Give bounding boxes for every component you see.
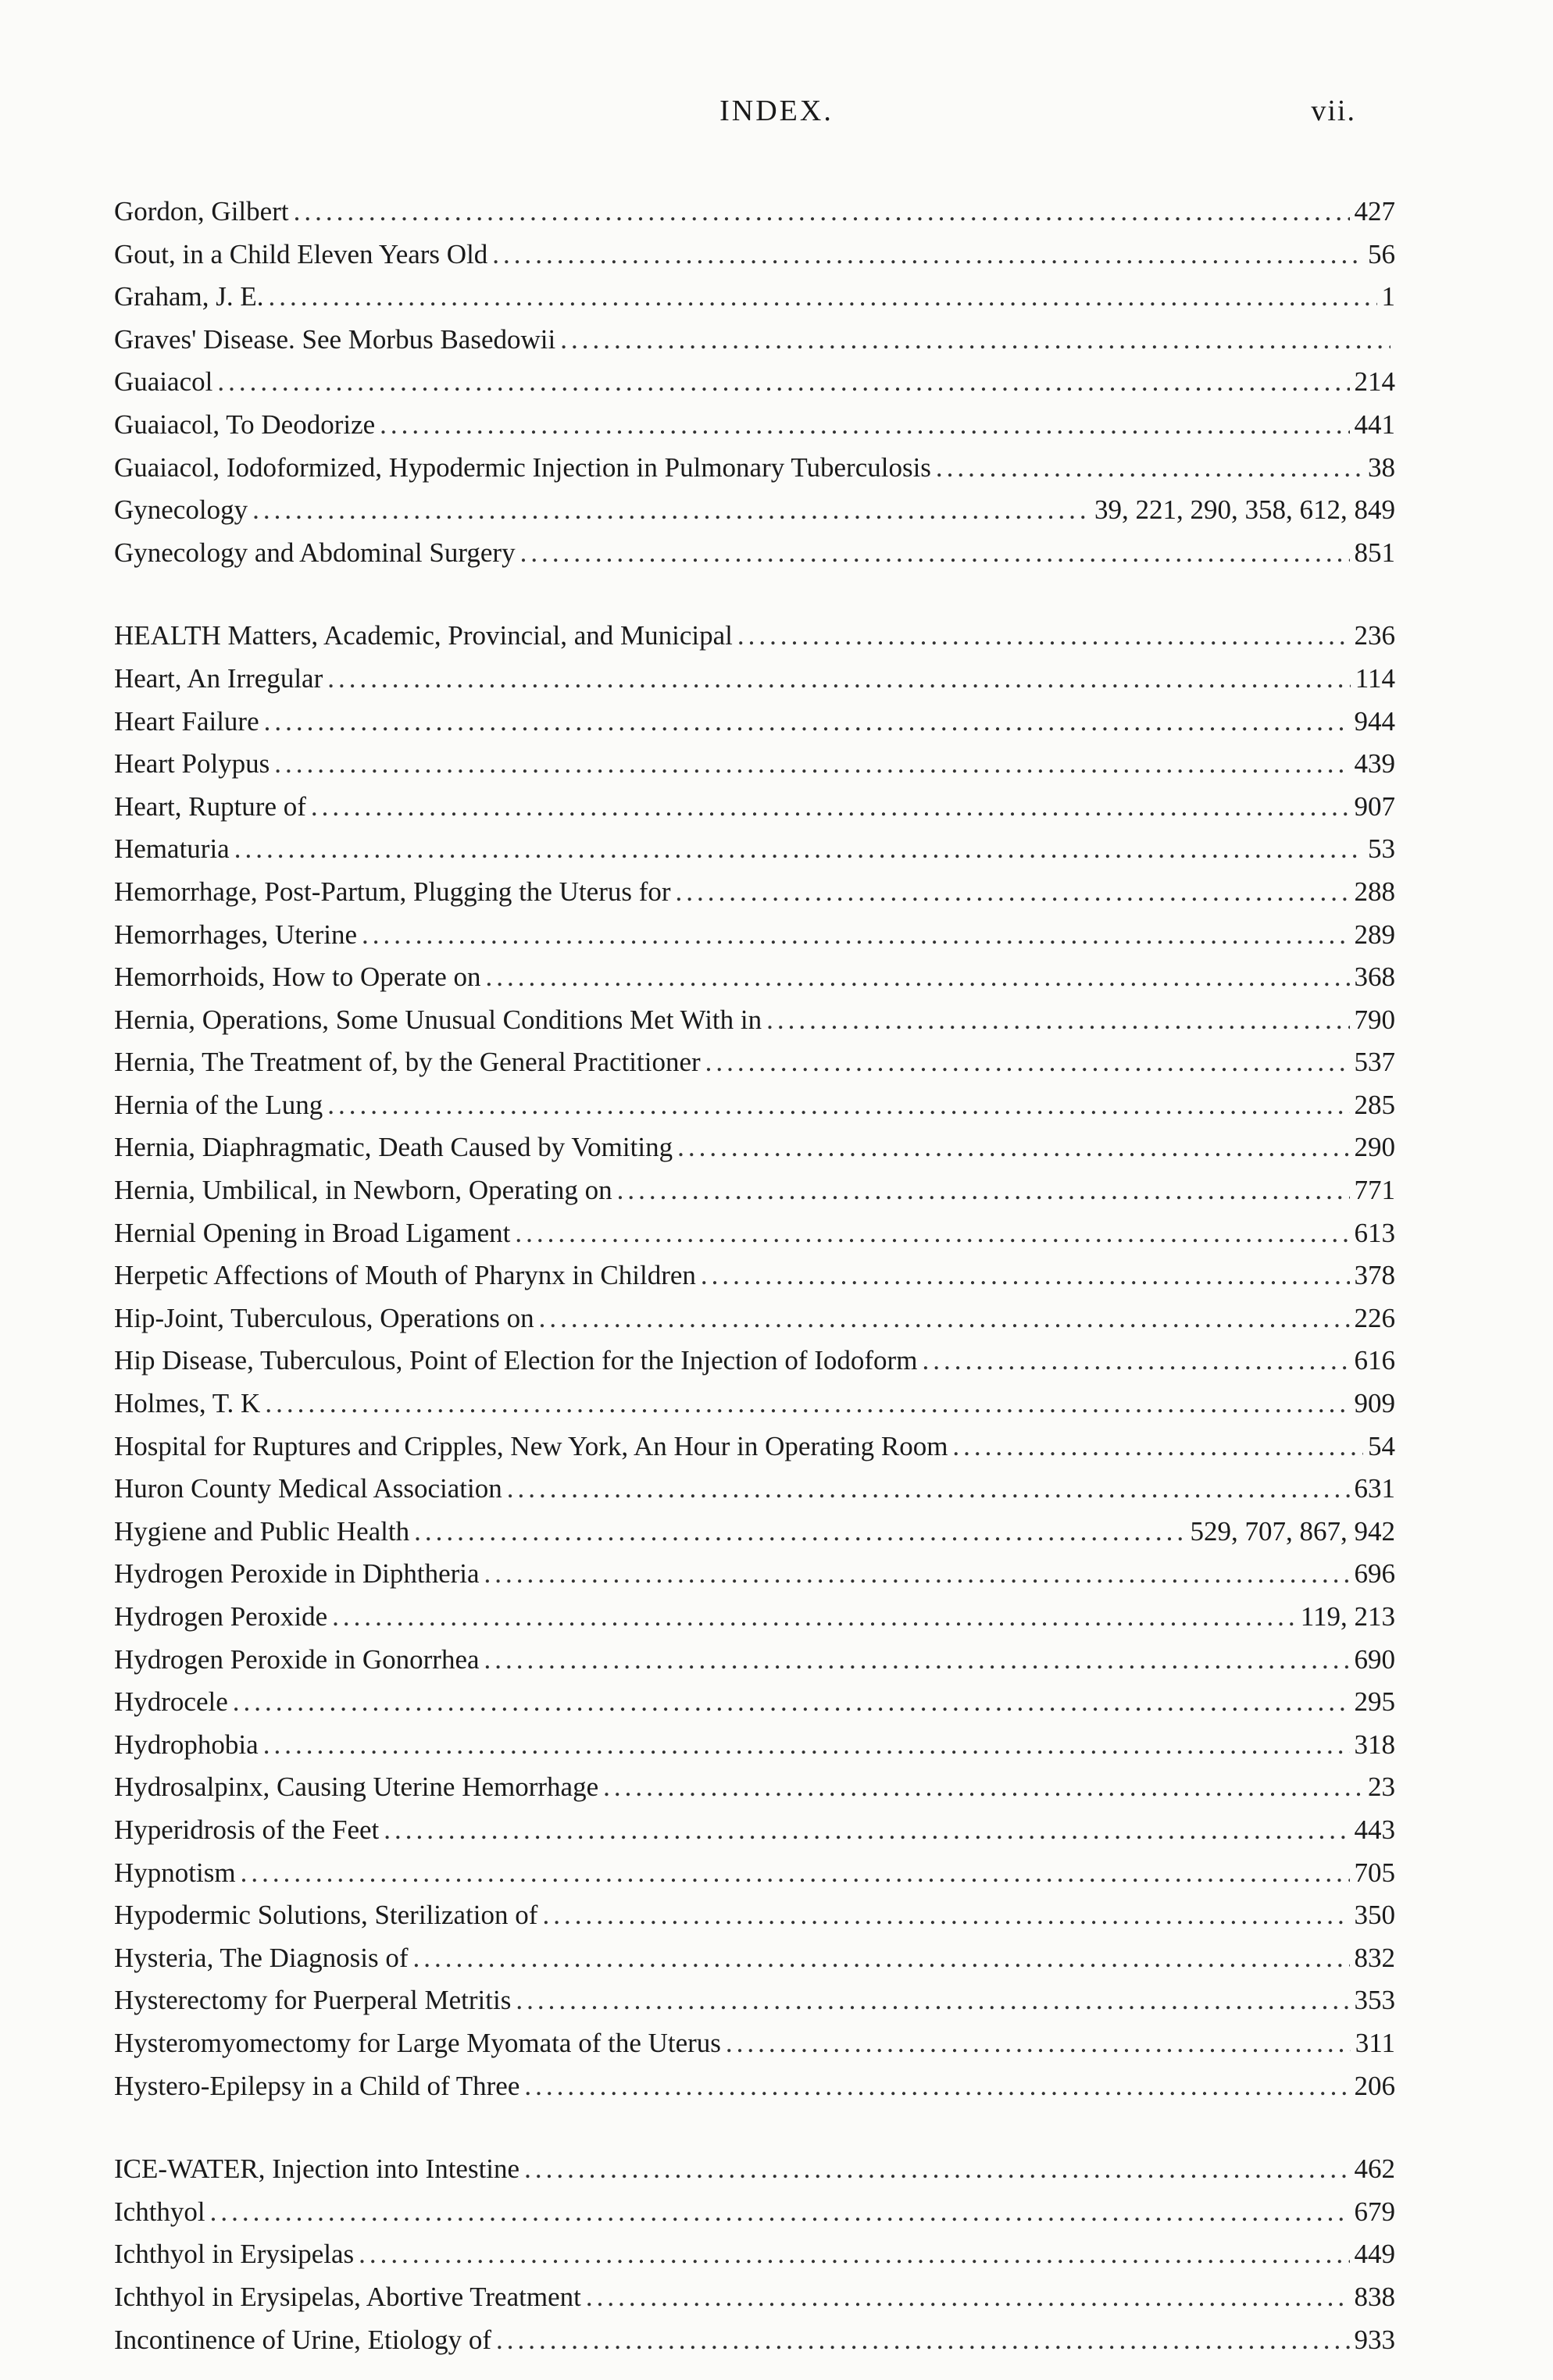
index-entry [114,2233,1395,2276]
entry-text: Hospital for Ruptures and Cripples, New York, An Hour in Operating Room [114,1430,948,1461]
index-entry [114,1254,1395,1297]
entry-text: Hematuria [114,833,230,865]
entry-page-numbers: 771 [1354,1175,1395,1206]
index-entry [114,532,1395,575]
entry-text: Hygiene and Public Health [114,1515,410,1547]
index-entry [114,2022,1395,2065]
entry-text: Hernia, Operations, Some Unusual Conditions Met With in [114,1004,762,1035]
index-entry [114,1553,1395,1596]
entry-page-numbers: 443 [1354,1814,1395,1845]
entry-page-numbers: 909 [1354,1388,1395,1419]
entry-page-numbers: 449 [1354,2239,1395,2270]
index-entry [114,1468,1395,1511]
entry-page-numbers: 441 [1354,409,1395,440]
index-entry [114,1681,1395,1724]
index-entry [114,361,1395,404]
entry-text: Hernial Opening in Broad Ligament [114,1217,511,1248]
entry-text: Guaiacol, To Deodorize [114,409,376,440]
dot-leader [524,2065,1349,2108]
entry-text: Gynecology [114,494,248,526]
entry-text: Hydrogen Peroxide in Diphtheria [114,1558,480,1590]
dot-leader [524,2148,1349,2191]
index-entry [114,1084,1395,1127]
entry-text: Hydrophobia [114,1729,259,1760]
entry-text: Hysteromyomectomy for Large Myomata of the Uterus [114,2027,721,2058]
entry-text: Hip-Joint, Tuberculous, Operations on [114,1302,534,1333]
index-entry [114,1511,1395,1554]
entry-page-numbers: 705 [1354,1857,1395,1888]
dot-leader [233,1681,1350,1724]
index-entry [114,1340,1395,1383]
index-entry [114,2319,1395,2362]
entry-text: HEALTH Matters, Academic, Provincial, and Municipal [114,620,733,651]
dot-leader [311,786,1350,829]
entry-text: Hydrocele [114,1686,228,1718]
index-entry [114,999,1395,1042]
entry-text: Gordon, Gilbert [114,196,289,227]
dot-leader [217,361,1349,404]
entry-page-numbers: 39, 221, 290, 358, 612, 849 [1094,494,1395,526]
index-entry [114,1041,1395,1084]
index-entry [114,2191,1395,2234]
entry-page-numbers: 427 [1354,196,1395,227]
dot-leader [676,871,1350,914]
entry-text: Heart, An Irregular [114,662,323,694]
entry-page-numbers: 616 [1354,1345,1395,1376]
entry-text: Hemorrhoids, How to Operate on [114,962,481,993]
index-entry [114,1724,1395,1767]
entry-text: Hysteria, The Diagnosis of [114,1942,409,1973]
entry-text: Ichthyol in Erysipelas [114,2239,355,2270]
entry-text: Holmes, T. K [114,1388,261,1419]
dot-leader [737,615,1350,658]
entry-page-numbers: 350 [1354,1900,1395,1931]
entry-text: Herpetic Affections of Mouth of Pharynx in Children [114,1260,696,1291]
entry-text: Hernia, The Treatment of, by the General Practitioner [114,1047,701,1078]
dot-leader [515,1212,1349,1255]
dot-leader [705,1041,1350,1084]
entry-page-numbers: 613 [1354,1217,1395,1248]
entry-page-numbers: 54 [1368,1430,1395,1461]
entry-page-numbers: 318 [1354,1729,1395,1760]
entry-text: Hip Disease, Tuberculous, Point of Election for the Injection of Iodoform [114,1345,918,1376]
entry-page-numbers: 631 [1354,1473,1395,1504]
dot-leader [414,1511,1185,1554]
index-entry [114,489,1395,532]
entry-page-numbers: 289 [1354,919,1395,950]
dot-leader [677,1126,1349,1169]
dot-leader [380,404,1349,447]
dot-leader [726,2022,1351,2065]
dot-leader [485,956,1349,999]
dot-leader [327,658,1351,701]
dot-leader [241,1852,1350,1895]
entry-text: Guaiacol [114,366,213,398]
dot-leader [936,447,1363,490]
entry-text: Hyperidrosis of the Feet [114,1814,380,1845]
dot-leader [234,828,1363,871]
entry-page-numbers: 226 [1354,1302,1395,1333]
entry-text: Heart Failure [114,705,259,737]
entry-text: Guaiacol, Iodoformized, Hypodermic Injection in Pulmonary Tuberculosis [114,451,931,483]
index-entry [114,1766,1395,1809]
dot-leader [603,1766,1363,1809]
index-entry [114,1979,1395,2022]
index-entry [114,234,1395,277]
entry-page-numbers: 933 [1354,2324,1395,2355]
entry-page-numbers: 529, 707, 867, 942 [1190,1515,1395,1547]
dot-leader [539,1297,1350,1340]
index-entry [114,743,1395,786]
index-entry [114,828,1395,871]
entry-page-numbers: 838 [1354,2281,1395,2312]
dot-leader [492,234,1363,277]
dot-leader [274,743,1349,786]
entry-text: Incontinence of Urine, Etiology of [114,2324,492,2355]
index-section [114,615,1395,2107]
entry-text: Hernia, Umbilical, in Newborn, Operating on [114,1175,612,1206]
entry-page-numbers: 368 [1354,962,1395,993]
index-entry [114,404,1395,447]
index-entry [114,1297,1395,1340]
entry-text: Hydrosalpinx, Causing Uterine Hemorrhage [114,1772,599,1803]
entry-text: Ichthyol in Erysipelas, Abortive Treatment [114,2281,581,2312]
entry-text: Heart Polypus [114,748,270,780]
dot-leader [516,1979,1349,2022]
entry-page-numbers: 679 [1354,2196,1395,2227]
entry-page-numbers: 851 [1354,537,1395,568]
entry-text: Hypodermic Solutions, Sterilization of [114,1900,538,1931]
index-entry [114,871,1395,914]
index-entry [114,276,1395,319]
index-entry [114,191,1395,234]
entry-page-numbers: 907 [1354,790,1395,822]
index-section [114,2148,1395,2361]
entry-page-numbers: 38 [1368,451,1395,483]
entry-page-numbers: 690 [1354,1643,1395,1675]
index-entry [114,319,1395,362]
dot-leader [922,1340,1349,1383]
dot-leader [362,914,1350,957]
page-header [109,94,1444,141]
dot-leader [268,276,1376,319]
index-entry [114,2065,1395,2108]
index-entry [114,1426,1395,1468]
index-entry [114,2148,1395,2191]
index-entry [114,1212,1395,1255]
index-entry [114,1894,1395,1937]
entry-text: Heart, Rupture of [114,790,306,822]
entry-page-numbers: 944 [1354,705,1395,737]
dot-leader [520,532,1350,575]
dot-leader [252,489,1090,532]
index-entry [114,1809,1395,1852]
entry-page-numbers: 214 [1354,366,1395,398]
entry-text: Huron County Medical Association [114,1473,502,1504]
entry-page-numbers: 290 [1354,1132,1395,1163]
dot-leader [265,1383,1349,1426]
index-entry [114,1169,1395,1212]
entry-text: Hemorrhage, Post-Partum, Plugging the Uterus for [114,876,671,907]
entry-text: Gynecology and Abdominal Surgery [114,537,516,568]
entry-page-numbers: 119, 213 [1300,1601,1395,1632]
entry-text: Gout, in a Child Eleven Years Old [114,238,488,269]
page-number: vii. [1311,95,1356,127]
entry-page-numbers: 311 [1355,2027,1395,2058]
entry-page-numbers: 790 [1354,1004,1395,1035]
dot-leader [496,2319,1349,2362]
dot-leader [542,1894,1349,1937]
entry-page-numbers: 832 [1354,1942,1395,1973]
entry-text: Graves' Disease. See Morbus Basedowii [114,323,556,355]
dot-leader [952,1426,1363,1468]
dot-leader [507,1468,1350,1511]
dot-leader [264,701,1350,744]
entry-page-numbers: 295 [1354,1686,1395,1718]
dot-leader [617,1169,1350,1212]
index-entry [114,1852,1395,1895]
entry-text: Hypnotism [114,1857,236,1888]
entry-page-numbers: 462 [1354,2153,1395,2185]
entry-text: Hysterectomy for Puerperal Metritis [114,1985,512,2016]
entry-page-numbers: 288 [1354,876,1395,907]
entry-page-numbers: 537 [1354,1047,1395,1078]
entry-page-numbers: 56 [1368,238,1395,269]
dot-leader [560,319,1391,362]
entry-page-numbers: 285 [1354,1089,1395,1120]
index-list [114,191,1395,2361]
entry-page-numbers: 206 [1354,2070,1395,2101]
entry-text: Hystero-Epilepsy in a Child of Three [114,2070,520,2101]
dot-leader [701,1254,1350,1297]
entry-text: Graham, J. E. [114,281,264,312]
dot-leader [327,1084,1349,1127]
entry-text: Hernia, Diaphragmatic, Death Caused by Vomiting [114,1132,673,1163]
index-entry [114,2276,1395,2319]
dot-leader [384,1809,1349,1852]
dot-leader [332,1596,1296,1639]
entry-page-numbers: 439 [1354,748,1395,780]
index-entry [114,1383,1395,1426]
entry-text: Hydrogen Peroxide in Gonorrhea [114,1643,480,1675]
index-entry [114,1937,1395,1980]
index-entry [114,701,1395,744]
entry-page-numbers: 114 [1355,662,1395,694]
entry-page-numbers: 696 [1354,1558,1395,1590]
index-entry [114,615,1395,658]
dot-leader [413,1937,1350,1980]
dot-leader [484,1553,1350,1596]
index-entry [114,658,1395,701]
entry-page-numbers: 23 [1368,1772,1395,1803]
entry-page-numbers: 353 [1354,1985,1395,2016]
entry-page-numbers: 378 [1354,1260,1395,1291]
index-section [114,191,1395,574]
entry-page-numbers: 236 [1354,620,1395,651]
dot-leader [359,2233,1349,2276]
dot-leader [484,1639,1350,1682]
index-entry [114,914,1395,957]
entry-text: Hydrogen Peroxide [114,1601,328,1632]
entry-text: ICE-WATER, Injection into Intestine [114,2153,520,2185]
dot-leader [586,2276,1350,2319]
entry-text: Hemorrhages, Uterine [114,919,357,950]
entry-text: Hernia of the Lung [114,1089,323,1120]
page-title: INDEX. [719,95,834,127]
dot-leader [766,999,1349,1042]
dot-leader [263,1724,1350,1767]
dot-leader [210,2191,1350,2234]
index-entry [114,1596,1395,1639]
index-entry [114,447,1395,490]
dot-leader [294,191,1350,234]
entry-text: Ichthyol [114,2196,205,2227]
index-entry [114,956,1395,999]
entry-page-numbers: 53 [1368,833,1395,865]
index-entry [114,1639,1395,1682]
index-entry [114,786,1395,829]
entry-page-numbers: 1 [1381,281,1395,312]
index-entry [114,1126,1395,1169]
